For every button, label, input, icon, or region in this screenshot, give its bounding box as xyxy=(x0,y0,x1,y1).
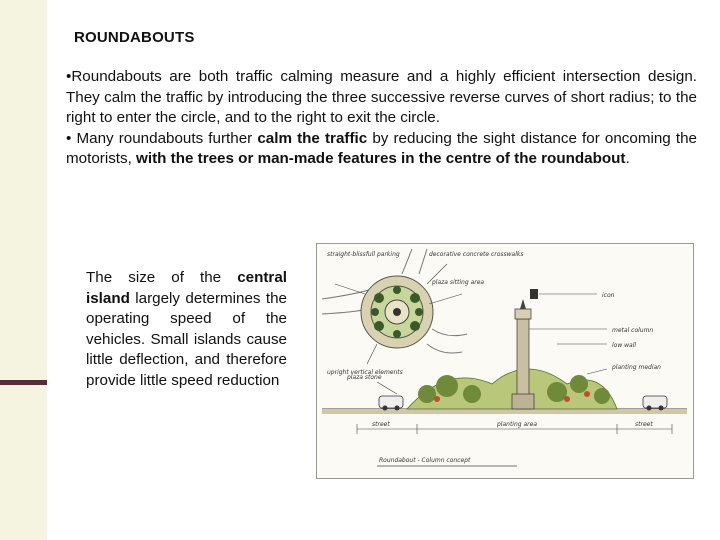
slide-title: ROUNDABOUTS xyxy=(74,29,195,46)
sketch-title: Roundabout - Column concept xyxy=(379,457,471,464)
label-street-left: street xyxy=(372,421,390,428)
bullet-marker: • xyxy=(66,68,72,85)
caption-text-2: largely determines the operating speed of the vehicles. Small islands cause little deflection, and therefore provide little speed reduction xyxy=(86,289,287,389)
label-plaza-stone: plaza stone xyxy=(347,374,382,381)
label-plaza: plaza sitting area xyxy=(432,279,485,286)
paragraph-2-bold-1: calm the traffic xyxy=(257,129,368,147)
paragraph-2-bold-2: with the trees or man-made features in the centre of the roundabout xyxy=(136,150,626,167)
label-parking: straight-blissfull parking xyxy=(327,251,400,258)
caption-text-1: The size of the xyxy=(86,269,238,286)
left-decorative-band xyxy=(0,0,47,540)
label-street-right: street xyxy=(635,421,653,428)
roundabout-sketch-figure xyxy=(316,243,694,479)
figure-caption-text xyxy=(86,268,287,392)
paragraph-2-end: . xyxy=(625,150,630,167)
paragraph-2-text-2: by reducing the sight distance for oncoming the motorists, xyxy=(66,129,697,167)
paragraph-2-text: Many roundabouts further xyxy=(76,129,258,147)
body-text xyxy=(66,67,697,170)
caption-bold: central island xyxy=(86,269,287,307)
bullet-paragraph-1 xyxy=(66,67,697,129)
band-divider-rule xyxy=(0,380,47,385)
bullet-paragraph-2 xyxy=(66,129,697,170)
paragraph-1-text: Roundabouts are both traffic calming measure and a highly efficient intersection design. They calm the traffic by introducing the three successive reverse curves of short radius; to the right to enter the circle, and to the right to exit the circle. xyxy=(66,68,697,126)
bullet-marker: • xyxy=(66,129,72,147)
label-icon: icon xyxy=(602,292,615,299)
label-median: planting median xyxy=(612,364,661,371)
roundabout-sketch xyxy=(317,244,693,478)
label-planting-area: planting area xyxy=(497,421,538,428)
label-column: metal column xyxy=(612,327,654,334)
label-wall: low wall xyxy=(612,342,637,349)
label-crosswalks: decorative concrete crosswalks xyxy=(429,251,524,258)
label-upright: upright vertical elements xyxy=(327,369,403,376)
